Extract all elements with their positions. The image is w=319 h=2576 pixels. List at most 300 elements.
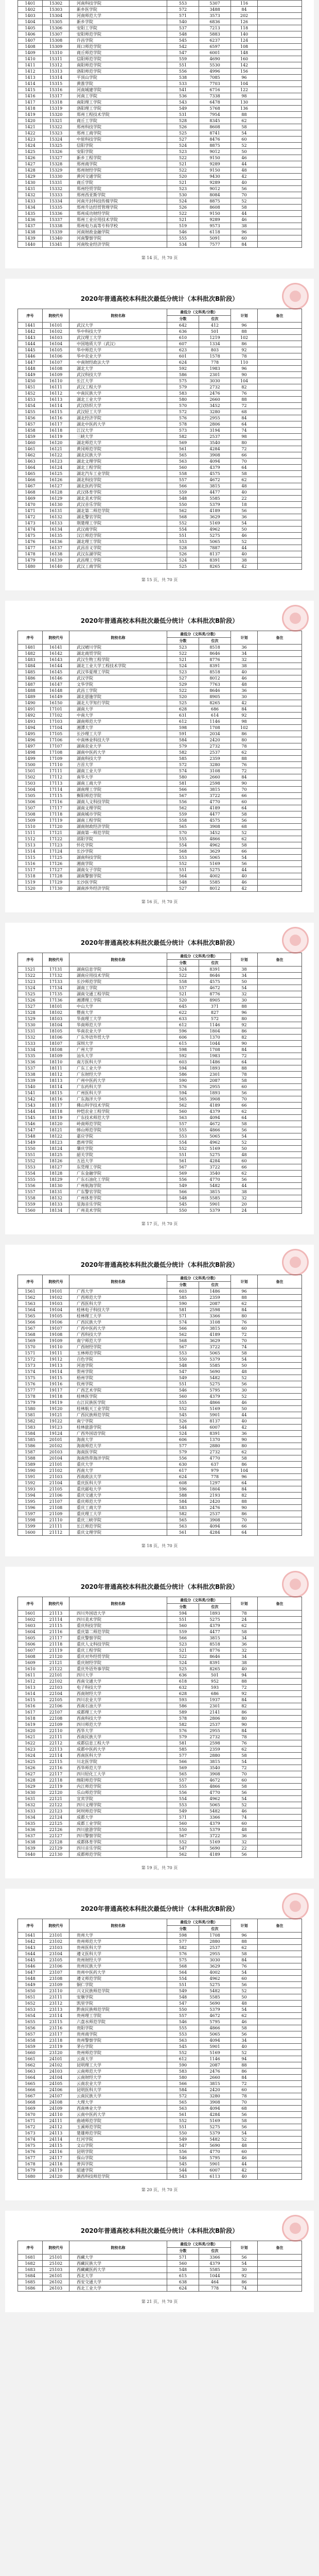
cell-rank: 7085: [199, 75, 231, 81]
cell-plan: 84: [231, 1307, 258, 1313]
header-score: 分数: [167, 1926, 199, 1933]
table-row: [18, 781, 302, 787]
cell-score: 563: [167, 1523, 199, 1530]
cell-score: 568: [167, 1963, 199, 1970]
cell-plan: 52: [231, 830, 258, 836]
cell-rank: 5379: [199, 2130, 231, 2137]
cell-rank: 501: [199, 329, 231, 335]
cell-code: 21103: [43, 1474, 69, 1480]
cell-name: 商丘师范学院: [69, 50, 167, 56]
table-row: [18, 2038, 302, 2044]
cell-note: [258, 879, 302, 886]
cell-rank: 8137: [199, 1418, 231, 1425]
table-row: [18, 991, 302, 997]
cell-code: 24114: [43, 2137, 69, 2143]
table-row: [18, 1183, 302, 1189]
cell-score: 526: [167, 205, 199, 211]
cell-code: 17131: [43, 967, 69, 973]
table-row: [18, 2056, 302, 2062]
cell-plan: 58: [231, 1455, 258, 1462]
cell-rank: 8345: [199, 118, 231, 124]
cell-plan: 94: [231, 1672, 258, 1679]
cell-code: 19103: [43, 1301, 69, 1307]
cell-code: 18123: [43, 1140, 69, 1146]
cell-name: 西华大学: [69, 1728, 167, 1734]
cell-rank: 2660: [199, 2075, 231, 2081]
cell-score: 572: [167, 7, 199, 13]
cell-note: [258, 811, 302, 818]
cell-name: 华南农业大学: [69, 1028, 167, 1035]
cell-name: 贵阳学院: [69, 2025, 167, 2031]
cell-rank: 1804: [199, 1028, 231, 1035]
cell-note: [258, 137, 302, 143]
cell-seq: 1405: [18, 25, 43, 31]
cell-note: [258, 818, 302, 824]
cell-rank: 3488: [199, 7, 231, 13]
cell-note: [258, 2285, 302, 2292]
cell-name: 武汉大学: [69, 323, 167, 329]
cell-score: 524: [167, 198, 199, 205]
cell-note: [258, 1982, 302, 1988]
cell-plan: 56: [231, 1790, 258, 1796]
cell-plan: 96: [231, 1474, 258, 1480]
cell-score: 594: [167, 1090, 199, 1096]
header-row: [18, 631, 302, 638]
cell-plan: 50: [231, 1994, 258, 2001]
cell-note: [258, 1004, 302, 1010]
cell-name: 湖南师范大学: [69, 719, 167, 725]
cell-plan: 54: [231, 985, 258, 991]
cell-plan: 148: [231, 50, 258, 56]
cell-rank: 2141: [199, 1709, 231, 1716]
cell-rank: 3908: [199, 1771, 231, 1777]
cell-seq: 1410: [18, 56, 43, 62]
cell-seq: 1590: [18, 1468, 43, 1474]
cell-name: 郑州西亚斯学院: [69, 192, 167, 198]
cell-seq: 1599: [18, 1523, 43, 1530]
cell-rank: 5065: [199, 1133, 231, 1140]
cell-rank: 3815: [199, 1635, 231, 1641]
cell-code: 17126: [43, 861, 69, 867]
cell-note: [258, 1468, 302, 1474]
cell-seq: 1657: [18, 2031, 43, 2038]
cell-code: 15321: [43, 118, 69, 124]
cell-code: 17120: [43, 824, 69, 830]
cell-score: 568: [167, 849, 199, 855]
table-row: [18, 750, 302, 756]
cell-plan: 70: [231, 192, 258, 198]
cell-rank: 2087: [199, 1078, 231, 1084]
cell-plan: 86: [231, 1709, 258, 1716]
cell-name: 洛阳师范学院: [69, 69, 167, 75]
cell-plan: 22: [231, 1845, 258, 1852]
cell-code: 17124: [43, 849, 69, 855]
cell-plan: 58: [231, 842, 258, 849]
cell-note: [258, 1641, 302, 1648]
cell-name: 湖北中医药大学: [69, 421, 167, 428]
cell-code: 15316: [43, 87, 69, 93]
cell-name: 重庆师范大学: [69, 1499, 167, 1505]
cell-plan: 98: [231, 93, 258, 99]
header-score_group: 最低分（文科类/分数）: [167, 1275, 231, 1282]
cell-plan: 38: [231, 557, 258, 564]
table-row: [18, 372, 302, 378]
table-row: [18, 545, 302, 551]
cell-name: 云南师范大学: [69, 2069, 167, 2075]
table-row: [18, 1852, 302, 1858]
cell-score: 543: [167, 99, 199, 106]
cell-code: 16122: [43, 452, 69, 459]
table-row: [18, 855, 302, 861]
cell-seq: 1445: [18, 347, 43, 353]
cell-rank: 4284: [199, 446, 231, 452]
cell-plan: 58: [231, 471, 258, 477]
cell-score: 585: [167, 1747, 199, 1753]
cell-seq: 1602: [18, 1617, 43, 1623]
table-row: [18, 1747, 302, 1753]
cell-name: 武汉音乐学院: [69, 502, 167, 508]
header-note: 备注: [258, 1597, 302, 1611]
cell-name: 昆明医科大学: [69, 2087, 167, 2093]
header-row: [18, 1919, 302, 1926]
cell-score: 568: [167, 1338, 199, 1344]
table-header: [18, 1919, 302, 1933]
header-score: 分数: [167, 316, 199, 323]
cell-code: 18110: [43, 1059, 69, 1065]
table-row: [18, 323, 302, 329]
table-row: [18, 1939, 302, 1945]
cell-score: 523: [167, 186, 199, 192]
cell-score: 531: [167, 112, 199, 118]
cell-note: [258, 1016, 302, 1022]
cell-name: 西藏大学: [69, 2255, 167, 2261]
cell-plan: 84: [231, 7, 258, 13]
header-row: [18, 2241, 302, 2248]
cell-plan: 60: [231, 235, 258, 242]
table-row: [18, 452, 302, 459]
cell-seq: 1463: [18, 459, 43, 465]
cell-score: 550: [167, 2130, 199, 2137]
cell-seq: 1474: [18, 527, 43, 533]
cell-code: 22119: [43, 1784, 69, 1790]
cell-rank: 7763: [199, 682, 231, 688]
cell-rank: 4672: [199, 985, 231, 991]
cell-code: 18124: [43, 1146, 69, 1152]
cell-plan: 50: [231, 1146, 258, 1152]
cell-code: 19122: [43, 1418, 69, 1425]
cell-name: 西藏藏医药大学: [69, 2267, 167, 2273]
table-row: [18, 1326, 302, 1332]
cell-seq: 1480: [18, 564, 43, 570]
cell-name: 昆明学院: [69, 2149, 167, 2155]
cell-note: [258, 323, 302, 329]
header-code: 院校代号: [43, 1597, 69, 1611]
cell-plan: 92: [231, 347, 258, 353]
cell-name: 广西民族大学: [69, 1319, 167, 1326]
cell-name: 重庆医科大学: [69, 1480, 167, 1486]
table-row: [18, 1728, 302, 1734]
cell-score: 569: [167, 1171, 199, 1177]
page: [5, 1889, 314, 2200]
cell-score: 552: [167, 2118, 199, 2124]
cell-name: 四川师范大学: [69, 1722, 167, 1728]
cell-plan: 84: [231, 415, 258, 421]
cell-seq: 1680: [18, 2174, 43, 2180]
cell-name: 湖南警察学院: [69, 873, 167, 879]
cell-note: [258, 2031, 302, 2038]
table-row: [18, 1295, 302, 1301]
cell-code: 22129: [43, 1845, 69, 1852]
cell-name: 广州医科大学: [69, 1090, 167, 1096]
cell-plan: 122: [231, 87, 258, 93]
page-footer: 第 17 页，共 70 页: [141, 1222, 178, 1226]
cell-name: 岭南师范学院: [69, 1121, 167, 1127]
cell-rank: 8265: [199, 1666, 231, 1672]
cell-note: [258, 87, 302, 93]
cell-plan: 86: [231, 1028, 258, 1035]
cell-rank: 3280: [199, 762, 231, 768]
cell-score: 522: [167, 211, 199, 217]
cell-plan: 78: [231, 353, 258, 360]
cell-score: 560: [167, 1109, 199, 1115]
cell-note: [258, 1957, 302, 1963]
cell-note: [258, 192, 302, 198]
table-row: [18, 1821, 302, 1827]
cell-rank: 1297: [199, 1480, 231, 1486]
cell-note: [258, 1790, 302, 1796]
table-row: [18, 1808, 302, 1815]
cell-name: 中国地质大学（武汉）: [69, 341, 167, 347]
header-rank: 位次: [199, 1604, 231, 1611]
cell-plan: 62: [231, 1301, 258, 1307]
cell-rank: 686: [199, 1691, 231, 1697]
cell-seq: 1648: [18, 1976, 43, 1982]
cell-note: [258, 2062, 302, 2069]
cell-seq: 1513: [18, 842, 43, 849]
cell-note: [258, 2019, 302, 2025]
cell-code: 15313: [43, 69, 69, 75]
cell-code: 17135: [43, 991, 69, 997]
cell-code: 17106: [43, 737, 69, 743]
cell-plan: 44: [231, 161, 258, 167]
cell-plan: 82: [231, 384, 258, 391]
cell-note: [258, 1611, 302, 1617]
table-row: [18, 25, 302, 31]
cell-note: [258, 737, 302, 743]
cell-seq: 1483: [18, 657, 43, 663]
cell-code: 22123: [43, 1808, 69, 1815]
cell-plan: 34: [231, 651, 258, 657]
cell-score: 550: [167, 2007, 199, 2013]
cell-score: 580: [167, 397, 199, 403]
cell-code: 16108: [43, 366, 69, 372]
header-note: 备注: [258, 953, 302, 967]
cell-rank: 4770: [199, 1790, 231, 1796]
cell-note: [258, 1617, 302, 1623]
cell-plan: 102: [231, 725, 258, 731]
cell-rank: 4284: [199, 1158, 231, 1164]
cell-rank: 5690: [199, 2143, 231, 2149]
table-row: [18, 1654, 302, 1660]
cell-name: 四川旅游学院: [69, 1827, 167, 1833]
cell-score: 527: [167, 137, 199, 143]
cell-rank: 1146: [199, 2056, 231, 2062]
cell-score: 579: [167, 1734, 199, 1740]
cell-rank: 2359: [199, 756, 231, 762]
cell-code: 17108: [43, 750, 69, 756]
cell-name: 西南财经大学: [69, 1691, 167, 1697]
cell-score: 560: [167, 465, 199, 471]
cell-score: 582: [167, 750, 199, 756]
cell-score: 581: [167, 1307, 199, 1313]
cell-seq: 1485: [18, 669, 43, 675]
table-row: [18, 1369, 302, 1375]
cell-rank: 5585: [199, 1994, 231, 2001]
cell-rank: 5091: [199, 235, 231, 242]
cell-seq: 1526: [18, 997, 43, 1004]
cell-code: 22115: [43, 1759, 69, 1765]
cell-rank: 5901: [199, 2044, 231, 2050]
cell-seq: 1434: [18, 205, 43, 211]
cell-plan: 70: [231, 1096, 258, 1103]
table-row: [18, 1933, 302, 1939]
cell-seq: 1512: [18, 836, 43, 842]
cell-name: 郑州科技学院: [69, 124, 167, 130]
table-row: [18, 1449, 302, 1455]
cell-name: 重庆理工大学: [69, 1511, 167, 1517]
cell-seq: 1675: [18, 2143, 43, 2149]
cell-code: 22127: [43, 1833, 69, 1839]
cell-seq: 1530: [18, 1022, 43, 1028]
cell-note: [258, 2025, 302, 2031]
cell-name: 湖南科技大学: [69, 756, 167, 762]
cell-score: 562: [167, 805, 199, 811]
cell-score: 642: [167, 323, 199, 329]
cell-note: [258, 1815, 302, 1821]
cell-seq: 1554: [18, 1171, 43, 1177]
cell-seq: 1639: [18, 1845, 43, 1852]
cell-code: 16110: [43, 378, 69, 384]
cell-note: [258, 174, 302, 180]
cell-rank: 4189: [199, 1332, 231, 1338]
cell-name: 吉首大学: [69, 762, 167, 768]
cell-plan: 62: [231, 750, 258, 756]
cell-note: [258, 1499, 302, 1505]
cell-plan: 30: [231, 997, 258, 1004]
table-row: [18, 2087, 302, 2093]
cell-rank: 5379: [199, 502, 231, 508]
cell-plan: 34: [231, 1635, 258, 1641]
cell-seq: 1594: [18, 1493, 43, 1499]
cell-code: 22116: [43, 1765, 69, 1771]
cell-code: 24120: [43, 2174, 69, 2180]
header-row: [18, 1597, 302, 1604]
cell-code: 18122: [43, 1133, 69, 1140]
cell-seq: 1441: [18, 323, 43, 329]
cell-rank: 3540: [199, 440, 231, 446]
cell-note: [258, 1759, 302, 1765]
cell-plan: 50: [231, 527, 258, 533]
cell-code: 25103: [43, 2267, 69, 2273]
cell-plan: 40: [231, 1666, 258, 1672]
table-row: [18, 1289, 302, 1295]
cell-seq: 1432: [18, 192, 43, 198]
cell-plan: 156: [231, 69, 258, 75]
table-body: [18, 323, 302, 570]
cell-code: 15314: [43, 75, 69, 81]
table-row: [18, 1629, 302, 1635]
cell-name: 长江大学: [69, 378, 167, 384]
cell-seq: 1608: [18, 1654, 43, 1660]
cell-plan: 62: [231, 1171, 258, 1177]
cell-score: 530: [167, 192, 199, 198]
cell-code: 22101: [43, 1672, 69, 1679]
cell-code: 18120: [43, 1121, 69, 1127]
cell-seq: 1403: [18, 13, 43, 19]
table-row: [18, 551, 302, 557]
cell-name: 贵州大学: [69, 1933, 167, 1939]
cell-code: 22107: [43, 1709, 69, 1716]
table-row: [18, 1468, 302, 1474]
cell-note: [258, 1344, 302, 1350]
cell-seq: 1509: [18, 818, 43, 824]
cell-seq: 1664: [18, 2075, 43, 2081]
cell-plan: 62: [231, 1945, 258, 1951]
cell-note: [258, 2093, 302, 2099]
cell-rank: 8608: [199, 124, 231, 130]
cell-score: 578: [167, 421, 199, 428]
cell-score: 548: [167, 2267, 199, 2273]
cell-score: 546: [167, 229, 199, 235]
cell-score: 566: [167, 2081, 199, 2087]
cell-rank: 3366: [199, 2255, 231, 2261]
cell-rank: 5901: [199, 2161, 231, 2167]
cell-rank: 1146: [199, 1022, 231, 1028]
cell-rank: 637: [199, 1462, 231, 1468]
cell-score: 589: [167, 1709, 199, 1716]
table-row: [18, 1084, 302, 1090]
cell-seq: 1642: [18, 1939, 43, 1945]
cell-note: [258, 700, 302, 706]
cell-rank: 2732: [199, 743, 231, 750]
table-row: [18, 979, 302, 985]
page-footer: 第 21 页，共 70 页: [141, 2299, 178, 2304]
page: [5, 0, 314, 268]
cell-score: 571: [167, 2255, 199, 2261]
cell-score: 552: [167, 520, 199, 527]
cell-score: 624: [167, 2285, 199, 2292]
cell-seq: 1448: [18, 366, 43, 372]
cell-score: 612: [167, 2056, 199, 2062]
cell-seq: 1548: [18, 1133, 43, 1140]
cell-code: 21116: [43, 1629, 69, 1635]
cell-code: 22118: [43, 1777, 69, 1784]
cell-score: 556: [167, 1455, 199, 1462]
cell-rank: 1370: [199, 1437, 231, 1443]
cell-code: 22117: [43, 1771, 69, 1777]
cell-code: 16111: [43, 384, 69, 391]
cell-code: 24104: [43, 2075, 69, 2081]
cell-score: 559: [167, 1629, 199, 1635]
cell-note: [258, 657, 302, 663]
cell-note: [258, 2255, 302, 2261]
cell-note: [258, 167, 302, 174]
cell-note: [258, 1654, 302, 1660]
cell-note: [258, 397, 302, 403]
cell-seq: 1525: [18, 991, 43, 997]
table-row: [18, 1115, 302, 1121]
cell-rank: 8741: [199, 130, 231, 137]
